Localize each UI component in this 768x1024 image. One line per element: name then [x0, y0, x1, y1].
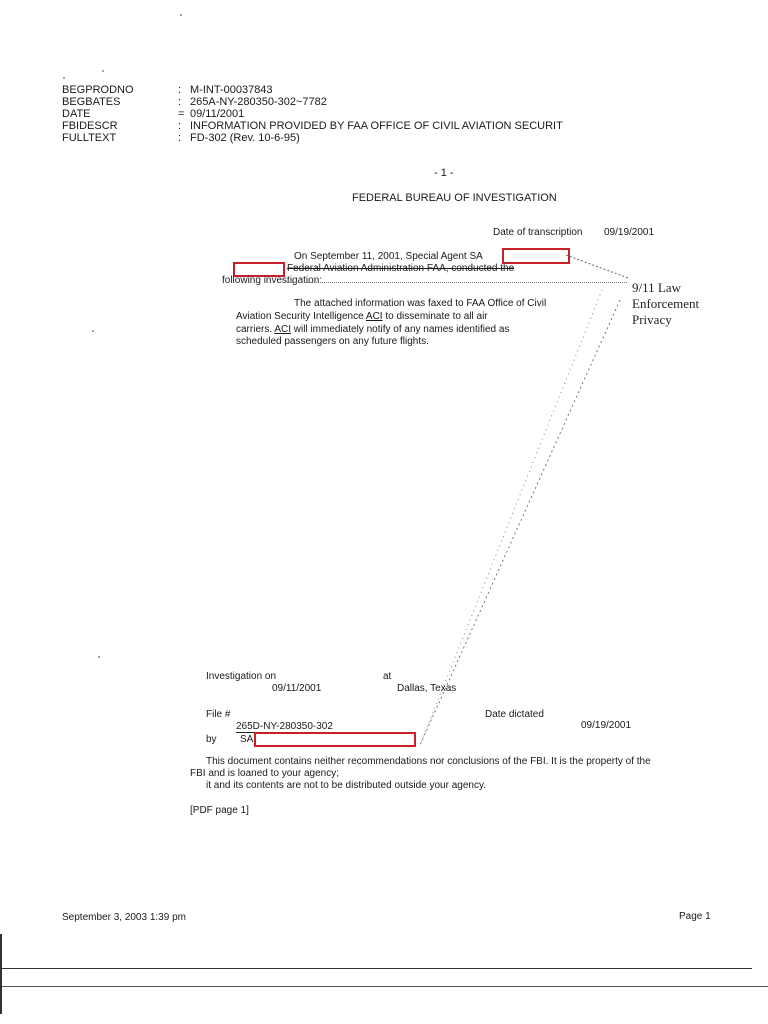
body-text: to disseminate to all air — [382, 311, 488, 322]
scan-rule — [0, 968, 752, 969]
meta-value-begprodno: M-INT-00037843 — [190, 84, 273, 96]
dictated-label: Date dictated — [485, 709, 544, 720]
by-label: by — [206, 734, 217, 745]
dictated-date: 09/19/2001 — [581, 720, 632, 731]
page-title: FEDERAL BUREAU OF INVESTIGATION — [352, 192, 557, 204]
location: Dallas, Texas — [397, 683, 457, 694]
meta-value-fulltext: FD-302 (Rev. 10-6-95) — [190, 132, 300, 144]
body-text: will immediately notify of any names identified as — [291, 324, 510, 335]
intro-line-1: On September 11, 2001, Special Agent SA — [294, 251, 483, 262]
meta-value-date: 09/11/2001 — [190, 108, 245, 120]
meta-sep: = — [178, 108, 185, 120]
leader-line — [420, 300, 620, 745]
scan-edge — [0, 934, 2, 1014]
intro-line-2: Federal Aviation Administration FAA, conducted the — [287, 263, 515, 274]
meta-key-fulltext: FULLTEXT — [62, 132, 117, 144]
meta-key-begprodno: BEGPRODNO — [62, 84, 134, 96]
file-label: File # — [206, 709, 231, 720]
stamp-line-2: Enforcement — [632, 296, 700, 311]
body-line-1: The attached information was faxed to FAA Office of Civil — [294, 298, 547, 309]
meta-sep: : — [178, 96, 182, 108]
footer-timestamp: September 3, 2003 1:39 pm — [62, 912, 186, 923]
investigation-date: 09/11/2001 — [272, 683, 322, 694]
stamp-line-1: 9/11 Law — [632, 280, 681, 295]
meta-sep: : — [178, 84, 182, 96]
footer-page-number: Page 1 — [679, 911, 711, 922]
leader-line — [566, 255, 628, 278]
leader-line — [420, 290, 602, 745]
body-text: Aviation Security Intelligence — [236, 311, 366, 322]
meta-value-fbidescr: INFORMATION PROVIDED BY FAA OFFICE OF CIVIL AVIATION SECURIT — [190, 120, 563, 132]
meta-sep: : — [178, 120, 182, 132]
body-text: carriers. — [236, 324, 275, 335]
investigation-label: Investigation on — [206, 671, 277, 682]
transcription-date: 09/19/2001 — [604, 227, 655, 238]
intro-line-3: following investigation: — [222, 275, 323, 286]
at-label: at — [383, 671, 392, 682]
file-number: 265D-NY-280350-302 — [236, 721, 333, 732]
disclaimer-line-2: FBI and is loaned to your agency; — [190, 768, 339, 779]
scan-rule — [0, 986, 768, 987]
disclaimer-line-3: it and its contents are not to be distributed outside your agency. — [206, 780, 486, 791]
disclaimer-line-1: This document contains neither recommendations nor conclusions of the FBI. It is the property of the — [206, 756, 651, 767]
meta-key-date: DATE — [62, 108, 91, 120]
transcription-label: Date of transcription — [493, 227, 583, 238]
body-line-4: scheduled passengers on any future flights. — [236, 336, 429, 347]
meta-value-begbates: 265A-NY-280350-302~7782 — [190, 96, 327, 108]
meta-key-fbidescr: FBIDESCR — [62, 120, 118, 132]
by-agent: SA — [240, 734, 254, 745]
aci-abbrev: ACI — [365, 311, 383, 322]
aci-abbrev: ACI — [274, 324, 292, 335]
page-marker: - 1 - — [434, 167, 454, 179]
meta-key-begbates: BEGBATES — [62, 96, 121, 108]
redaction-box — [254, 732, 416, 747]
pdf-page-label: [PDF page 1] — [190, 805, 249, 816]
stamp-line-3: Privacy — [632, 312, 672, 327]
meta-sep: : — [178, 132, 182, 144]
